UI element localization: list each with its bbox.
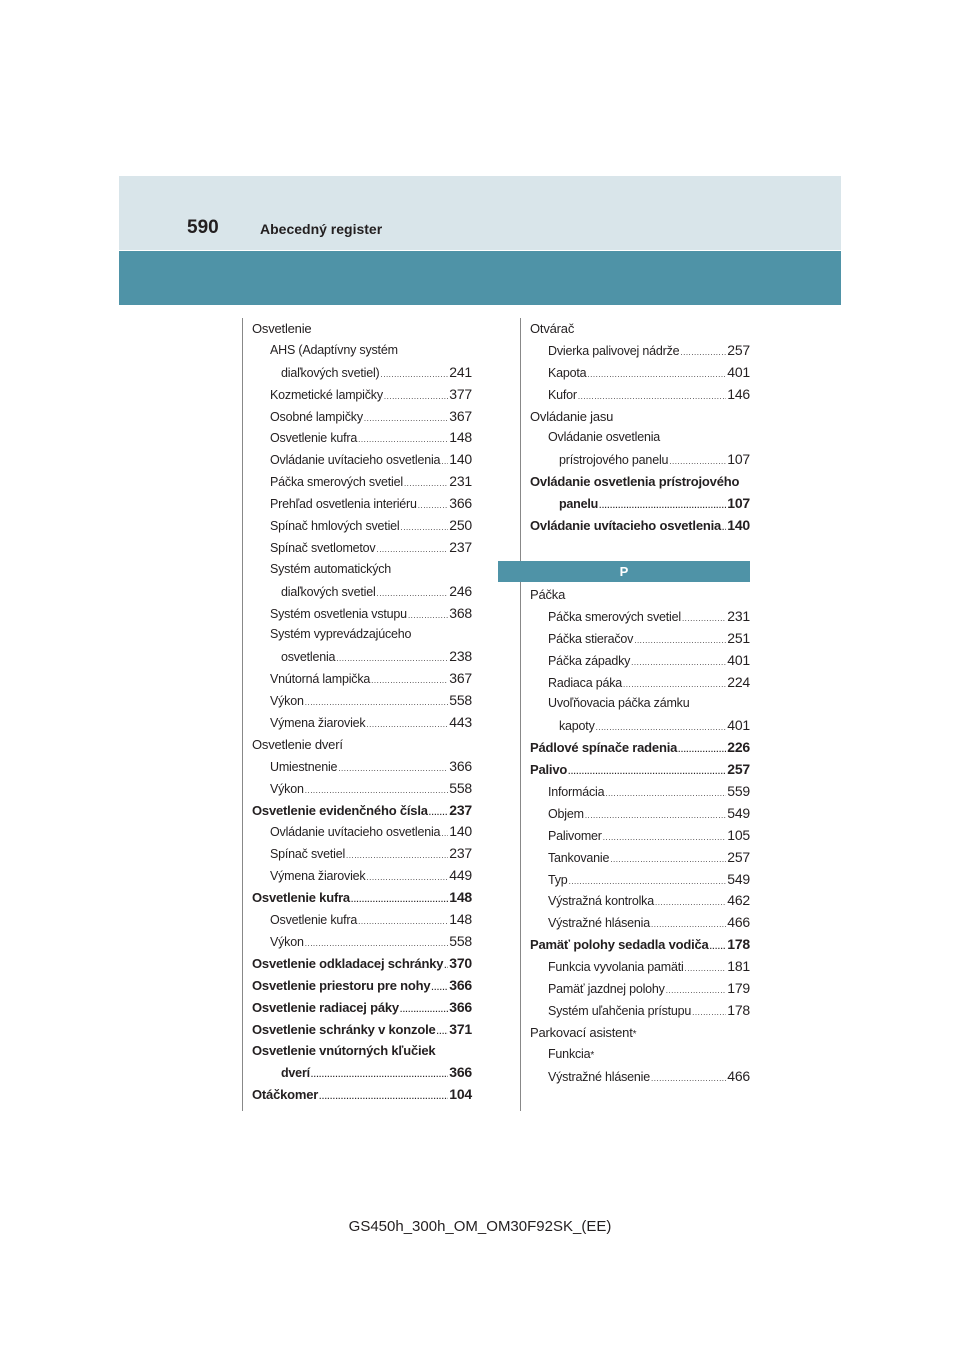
index-entry-page[interactable]: 443 bbox=[449, 714, 472, 731]
dot-leader bbox=[623, 674, 726, 696]
index-entry-page[interactable]: 250 bbox=[449, 517, 472, 534]
index-entry-label: Otvárač bbox=[530, 321, 575, 336]
index-entry-label: osvetlenia bbox=[281, 650, 336, 665]
index-entry-label: Osvetlenie kufra bbox=[252, 890, 350, 906]
index-entry-page[interactable]: 559 bbox=[727, 783, 750, 800]
index-entry-page[interactable]: 140 bbox=[449, 823, 472, 840]
index-entry-label: Osvetlenie priestoru pre nohy bbox=[252, 977, 431, 993]
dot-leader bbox=[685, 958, 727, 980]
index-entry-label: Systém automatických bbox=[270, 561, 392, 576]
index-entry bbox=[252, 340, 472, 362]
index-entry bbox=[530, 956, 750, 978]
letter-heading: P bbox=[498, 561, 750, 582]
index-entry-label: Dvierka palivovej nádrže bbox=[548, 343, 680, 358]
index-entry-label: Ovládanie jasu bbox=[530, 408, 614, 424]
dot-leader bbox=[418, 495, 448, 517]
dot-leader bbox=[680, 342, 726, 364]
index-entry-label: Spínač hmlových svetiel bbox=[270, 519, 400, 534]
index-entry-label: Informácia bbox=[548, 785, 605, 800]
index-entry-page[interactable]: 366 bbox=[449, 998, 472, 1015]
dot-leader bbox=[384, 386, 448, 408]
dot-leader bbox=[682, 608, 726, 630]
index-entry-page[interactable]: 367 bbox=[449, 670, 472, 687]
index-entry bbox=[530, 471, 750, 493]
index-entry bbox=[530, 978, 750, 1000]
index-entry-page[interactable]: 238 bbox=[449, 648, 472, 665]
index-entry-page[interactable]: 140 bbox=[727, 517, 750, 534]
index-entry bbox=[530, 803, 750, 825]
index-entry-page[interactable]: 366 bbox=[449, 495, 472, 512]
index-entry-label: Výstražné hlásenie bbox=[548, 1069, 651, 1084]
dot-leader bbox=[599, 495, 726, 517]
index-entry-page[interactable]: 558 bbox=[449, 779, 472, 796]
dot-leader bbox=[605, 783, 726, 805]
dot-leader bbox=[381, 364, 449, 386]
index-entry-label: Výstražné hlásenia bbox=[548, 916, 651, 931]
index-entry-page[interactable]: 257 bbox=[727, 848, 750, 865]
dot-leader bbox=[366, 867, 448, 889]
index-entry-label: Osvetlenie kufra bbox=[270, 913, 358, 928]
dot-leader bbox=[722, 517, 726, 539]
index-entry-page[interactable]: 257 bbox=[727, 761, 750, 778]
index-entry-page[interactable]: 181 bbox=[727, 958, 750, 975]
index-entry bbox=[530, 737, 750, 759]
index-entry-page[interactable]: 401 bbox=[727, 363, 750, 380]
index-entry-label: Výkon bbox=[270, 694, 304, 709]
dot-leader bbox=[431, 977, 448, 999]
index-entry bbox=[252, 449, 472, 471]
index-entry-page[interactable]: 231 bbox=[449, 473, 472, 490]
index-entry bbox=[530, 934, 750, 956]
index-entry bbox=[252, 406, 472, 428]
index-entry-label: Systém vyprevádzajúceho bbox=[270, 627, 412, 642]
dot-leader bbox=[666, 980, 727, 1002]
dot-leader bbox=[377, 583, 449, 605]
index-entry bbox=[530, 1066, 750, 1088]
index-entry bbox=[252, 931, 472, 953]
index-entry-page[interactable]: 140 bbox=[449, 451, 472, 468]
header-accent-bar bbox=[119, 251, 841, 305]
index-entry bbox=[530, 493, 750, 515]
dot-leader bbox=[364, 408, 448, 430]
index-entry bbox=[252, 318, 472, 340]
dot-leader bbox=[441, 823, 448, 845]
index-entry-label: Páčka západky bbox=[548, 653, 631, 668]
dot-leader bbox=[610, 849, 726, 871]
index-entry-page[interactable]: 179 bbox=[727, 980, 750, 997]
dot-leader bbox=[441, 451, 448, 473]
index-entry-page[interactable]: 241 bbox=[449, 363, 472, 380]
dot-leader bbox=[585, 805, 726, 827]
index-entry bbox=[530, 912, 750, 934]
index-entry-label: Osvetlenie schránky v konzole bbox=[252, 1021, 436, 1037]
index-entry-label: dverí bbox=[281, 1066, 310, 1081]
index-entry-label: Tankovanie bbox=[548, 850, 610, 865]
index-entry-page[interactable]: 237 bbox=[449, 845, 472, 862]
index-entry bbox=[530, 449, 750, 471]
index-entry: Funkcia * bbox=[530, 1044, 750, 1066]
index-entry bbox=[530, 318, 750, 340]
index-entry bbox=[252, 1019, 472, 1041]
dot-leader bbox=[596, 717, 727, 739]
index-entry bbox=[530, 606, 750, 628]
dot-leader bbox=[351, 889, 448, 911]
index-entry-label: Ovládanie osvetlenia bbox=[548, 430, 661, 445]
index-entry-page[interactable]: 148 bbox=[449, 889, 472, 906]
index-entry-label: Palivo bbox=[530, 762, 568, 778]
index-entry-label: Páčka bbox=[530, 587, 566, 602]
index-entry-label: Spínač svetlometov bbox=[270, 540, 376, 555]
index-entry-page[interactable]: 558 bbox=[449, 932, 472, 949]
dot-leader bbox=[346, 845, 448, 867]
index-entry-label: Páčka smerových svetiel bbox=[548, 609, 681, 624]
index-entry-label: Kufor bbox=[548, 387, 577, 402]
index-entry bbox=[252, 603, 472, 625]
index-entry-page[interactable]: 178 bbox=[727, 1001, 750, 1018]
index-entry-page[interactable]: 237 bbox=[449, 538, 472, 555]
index-entry bbox=[252, 997, 472, 1019]
index-entry bbox=[252, 362, 472, 384]
index-entry-page[interactable]: 148 bbox=[449, 911, 472, 928]
index-entry-label: Pamäť polohy sedadla vodiča bbox=[530, 937, 709, 953]
page-number: 590 bbox=[187, 217, 219, 238]
index-entry bbox=[530, 515, 750, 537]
index-entry-label: Výmena žiaroviek bbox=[270, 716, 366, 731]
index-entry-label: Vnútorná lampička bbox=[270, 672, 371, 687]
dot-leader bbox=[587, 364, 726, 386]
index-entry-label: Objem bbox=[548, 806, 584, 821]
index-entry-label: Pamäť jazdnej polohy bbox=[548, 982, 665, 997]
index-entry-label: Palivomer bbox=[548, 828, 602, 843]
dot-leader bbox=[376, 539, 448, 561]
index-entry bbox=[252, 953, 472, 975]
header-band bbox=[119, 176, 841, 250]
index-entry-label: Kapota bbox=[548, 365, 587, 380]
dot-leader bbox=[404, 473, 448, 495]
index-entry-label: Ovládanie uvítacieho osvetlenia bbox=[270, 825, 441, 840]
index-entry-label: Uvoľňovacia páčka zámku bbox=[548, 696, 690, 711]
dot-leader bbox=[429, 802, 448, 824]
index-entry-label: Osvetlenie odkladacej schránky bbox=[252, 955, 444, 971]
index-entry-label: Pádlové spínače radenia bbox=[530, 740, 678, 756]
index-entry-page[interactable]: 178 bbox=[727, 936, 750, 953]
index-entry bbox=[252, 734, 472, 756]
index-entry-label: Osvetlenie dverí bbox=[252, 736, 343, 752]
dot-leader bbox=[651, 1068, 726, 1090]
index-entry bbox=[252, 427, 472, 449]
dot-leader bbox=[634, 630, 726, 652]
index-entry-label: panelu bbox=[559, 497, 599, 512]
index-entry-page[interactable]: 462 bbox=[727, 892, 750, 909]
dot-leader bbox=[444, 955, 448, 977]
index-entry bbox=[252, 821, 472, 843]
index-entry-label: prístrojového panelu bbox=[559, 453, 669, 468]
dot-leader bbox=[401, 517, 449, 539]
index-entry bbox=[252, 581, 472, 603]
index-entry bbox=[530, 1000, 750, 1022]
index-entry-label: Výstražná kontrolka bbox=[548, 894, 654, 909]
index-entry-page[interactable]: 226 bbox=[727, 739, 750, 756]
dot-leader bbox=[336, 648, 448, 670]
dot-leader bbox=[568, 761, 726, 783]
dot-leader bbox=[400, 999, 448, 1021]
index-entry-page[interactable]: 224 bbox=[727, 673, 750, 690]
index-entry bbox=[530, 384, 750, 406]
index-entry-label: Osobné lampičky bbox=[270, 409, 363, 424]
dot-leader bbox=[603, 827, 726, 849]
index-entry-label: Páčka smerových svetiel bbox=[270, 475, 403, 490]
index-entry-page[interactable]: 237 bbox=[449, 801, 472, 818]
index-entry-page[interactable]: 401 bbox=[727, 717, 750, 734]
index-entry bbox=[530, 650, 750, 672]
index-entry-page[interactable]: 148 bbox=[449, 429, 472, 446]
index-entry bbox=[252, 690, 472, 712]
index-entry-label: Osvetlenie vnútorných kľučiek bbox=[252, 1043, 436, 1059]
index-entry-page[interactable]: 558 bbox=[449, 692, 472, 709]
index-entry-page[interactable]: 368 bbox=[449, 604, 472, 621]
index-entry bbox=[530, 406, 750, 428]
index-entry bbox=[530, 362, 750, 384]
dot-leader bbox=[338, 758, 448, 780]
index-entry-label: Funkcia bbox=[548, 1046, 591, 1061]
index-entry-label: Radiaca páka bbox=[548, 675, 623, 690]
index-entry-page[interactable]: 107 bbox=[727, 451, 750, 468]
index-entry-page[interactable]: 549 bbox=[727, 804, 750, 821]
index-entry bbox=[252, 1062, 472, 1084]
index-entry-label: Funkcia vyvolania pamäti bbox=[548, 960, 684, 975]
index-entry-label: Výkon bbox=[270, 781, 304, 796]
index-entry bbox=[252, 975, 472, 997]
index-entry bbox=[252, 471, 472, 493]
index-entry-label: Osvetlenie radiacej páky bbox=[252, 999, 399, 1015]
index-entry bbox=[530, 693, 750, 715]
index-entry-label: diaľkových svetiel bbox=[281, 584, 376, 599]
index-entry-label: Umiestnenie bbox=[270, 759, 338, 774]
index-entry bbox=[252, 384, 472, 406]
index-entry-label: Osvetlenie evidenčného čísla bbox=[252, 802, 428, 818]
index-entry-page[interactable]: 377 bbox=[449, 385, 472, 402]
index-entry-page[interactable]: 366 bbox=[449, 976, 472, 993]
index-entry-label: Výmena žiaroviek bbox=[270, 869, 366, 884]
index-entry bbox=[530, 847, 750, 869]
index-entry bbox=[530, 715, 750, 737]
index-right-column-top bbox=[530, 318, 750, 537]
index-entry-page[interactable]: 366 bbox=[449, 1064, 472, 1081]
index-entry-page[interactable]: 231 bbox=[727, 607, 750, 624]
dot-leader bbox=[669, 451, 726, 473]
dot-leader bbox=[305, 692, 448, 714]
index-entry: Parkovací asistent * bbox=[530, 1022, 750, 1044]
index-entry-label: Typ bbox=[548, 872, 568, 887]
dot-leader bbox=[358, 429, 448, 451]
section-title: Abecedný register bbox=[260, 221, 383, 237]
dot-leader bbox=[305, 933, 448, 955]
dot-leader bbox=[651, 914, 726, 936]
index-entry bbox=[530, 672, 750, 694]
index-entry-label: Ovládanie uvítacieho osvetlenia bbox=[530, 518, 722, 534]
index-entry bbox=[252, 1040, 472, 1062]
index-entry-page[interactable]: 107 bbox=[727, 495, 750, 512]
index-entry bbox=[252, 537, 472, 559]
index-entry-page[interactable]: 104 bbox=[449, 1086, 472, 1103]
dot-leader bbox=[366, 714, 448, 736]
index-entry bbox=[252, 865, 472, 887]
index-entry bbox=[530, 427, 750, 449]
index-entry-label: Prehľad osvetlenia interiéru bbox=[270, 497, 417, 512]
index-entry-label: Systém uľahčenia prístupu bbox=[548, 1003, 692, 1018]
index-entry bbox=[530, 340, 750, 362]
index-entry bbox=[252, 843, 472, 865]
index-entry-label: Výkon bbox=[270, 934, 304, 949]
index-entry-page[interactable]: 251 bbox=[727, 629, 750, 646]
footer-code: GS450h_300h_OM_OM30F92SK_(EE) bbox=[348, 1218, 612, 1235]
index-entry-label: Systém osvetlenia vstupu bbox=[270, 606, 407, 621]
dot-leader bbox=[311, 1064, 448, 1086]
dot-leader bbox=[305, 780, 448, 802]
dot-leader bbox=[408, 605, 448, 627]
index-entry bbox=[252, 778, 472, 800]
index-entry-label: Parkovací asistent bbox=[530, 1024, 633, 1040]
index-left-column bbox=[252, 318, 472, 1106]
index-entry-label: diaľkových svetiel) bbox=[281, 365, 380, 380]
index-entry-page[interactable]: 466 bbox=[727, 1067, 750, 1084]
dot-leader bbox=[710, 936, 727, 958]
index-entry-page[interactable]: 246 bbox=[449, 582, 472, 599]
index-entry bbox=[252, 646, 472, 668]
dot-leader bbox=[371, 670, 448, 692]
right-column-rule bbox=[520, 318, 521, 1111]
left-column-rule bbox=[242, 318, 243, 1111]
index-entry bbox=[530, 759, 750, 781]
index-entry bbox=[252, 712, 472, 734]
index-entry-page[interactable]: 370 bbox=[449, 954, 472, 971]
index-entry bbox=[252, 493, 472, 515]
dot-leader bbox=[692, 1002, 726, 1024]
index-entry-label: Ovládanie osvetlenia prístrojového bbox=[530, 474, 740, 490]
dot-leader bbox=[437, 1021, 449, 1043]
index-entry-label: Ovládanie uvítacieho osvetlenia bbox=[270, 453, 441, 468]
index-entry-page[interactable]: 401 bbox=[727, 651, 750, 668]
index-entry-page[interactable]: 466 bbox=[727, 914, 750, 931]
index-entry bbox=[252, 800, 472, 822]
dot-leader bbox=[678, 739, 726, 761]
index-entry bbox=[252, 1084, 472, 1106]
index-entry-label: Páčka stieračov bbox=[548, 631, 634, 646]
index-entry-page[interactable]: 549 bbox=[727, 870, 750, 887]
dot-leader bbox=[655, 892, 726, 914]
index-entry-page[interactable]: 367 bbox=[449, 407, 472, 424]
dot-leader bbox=[319, 1086, 448, 1108]
index-entry bbox=[252, 515, 472, 537]
index-entry bbox=[530, 628, 750, 650]
index-right-column-bottom bbox=[530, 584, 750, 1087]
index-entry bbox=[530, 869, 750, 891]
index-entry bbox=[252, 559, 472, 581]
dot-leader bbox=[569, 871, 727, 893]
index-entry bbox=[252, 624, 472, 646]
index-entry-label: Spínač svetiel bbox=[270, 847, 346, 862]
index-entry-page[interactable]: 366 bbox=[449, 757, 472, 774]
index-entry-page[interactable]: 146 bbox=[727, 385, 750, 402]
dot-leader bbox=[578, 386, 726, 408]
index-entry-label: AHS (Adaptívny systém bbox=[270, 342, 398, 357]
dot-leader bbox=[631, 652, 726, 674]
dot-leader bbox=[358, 911, 448, 933]
index-entry-page[interactable]: 105 bbox=[727, 826, 750, 843]
index-entry bbox=[252, 887, 472, 909]
index-entry-label: Otáčkomer bbox=[252, 1087, 319, 1103]
index-entry bbox=[252, 756, 472, 778]
index-entry bbox=[252, 909, 472, 931]
index-entry bbox=[530, 825, 750, 847]
index-entry bbox=[252, 668, 472, 690]
index-entry-label: kapoty bbox=[559, 719, 595, 734]
index-entry-label: Kozmetické lampičky bbox=[270, 387, 383, 402]
index-entry-page[interactable]: 449 bbox=[449, 867, 472, 884]
index-entry-page[interactable]: 257 bbox=[727, 341, 750, 358]
index-entry bbox=[530, 584, 750, 606]
index-entry-label: Osvetlenie kufra bbox=[270, 431, 358, 446]
index-entry bbox=[530, 890, 750, 912]
index-entry bbox=[530, 781, 750, 803]
index-entry-page[interactable]: 371 bbox=[449, 1020, 472, 1037]
index-entry-label: Osvetlenie bbox=[252, 321, 312, 336]
